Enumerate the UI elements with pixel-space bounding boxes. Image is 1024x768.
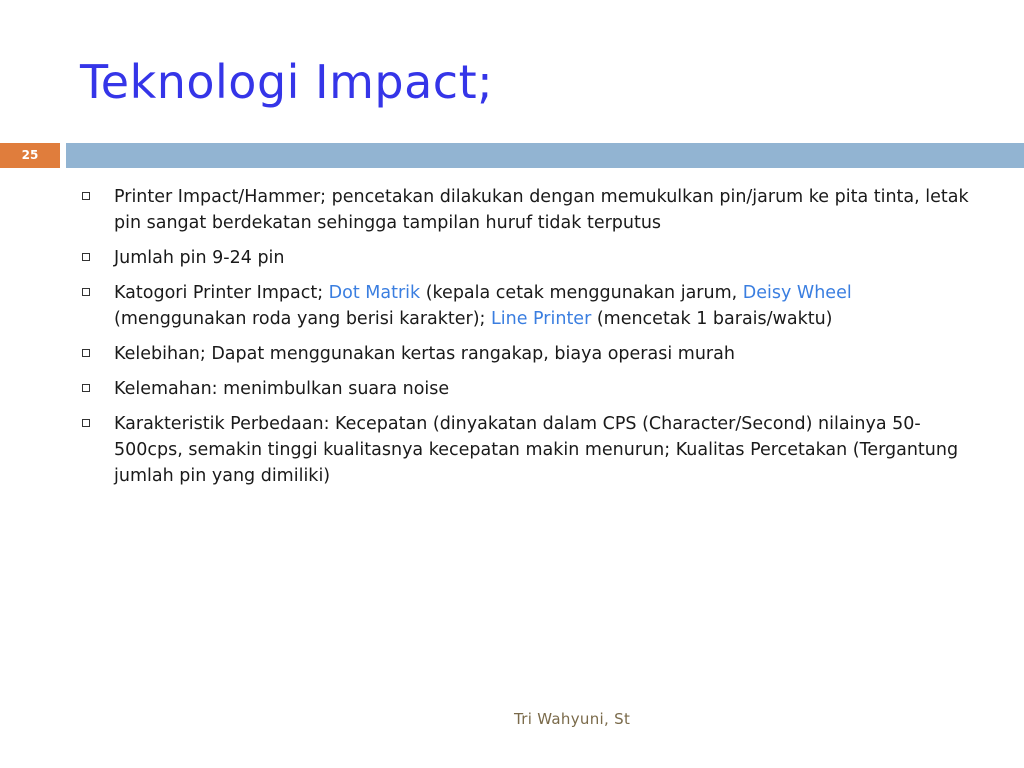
square-bullet-icon bbox=[82, 288, 90, 296]
bullet-item bbox=[80, 341, 970, 367]
bullet-item bbox=[80, 184, 970, 236]
highlight-dot-matrik: Dot Matrik bbox=[328, 283, 421, 303]
bullet-text: Kelemahan: menimbulkan suara noise bbox=[114, 379, 450, 399]
highlight-deisy-wheel: Deisy Wheel bbox=[742, 283, 852, 303]
bullet-text-part: Katogori Printer Impact; bbox=[114, 283, 329, 303]
slide-number: 25 bbox=[0, 143, 60, 168]
bullet-text: Printer Impact/Hammer; pencetakan dilakukan dengan memukulkan pin/jarum ke pita tinta, letak pin sangat berdekatan sehingga tampilan huruf tidak terputus bbox=[114, 187, 969, 233]
square-bullet-icon bbox=[82, 349, 90, 357]
square-bullet-icon bbox=[82, 253, 90, 261]
bullet-text: Kelebihan; Dapat menggunakan kertas rangakap, biaya operasi murah bbox=[114, 344, 735, 364]
bullet-item bbox=[80, 245, 970, 271]
bullet-item bbox=[80, 411, 970, 489]
bullet-item bbox=[80, 376, 970, 402]
bullet-text-part: (mencetak 1 barais/waktu) bbox=[591, 309, 833, 329]
bullet-list bbox=[80, 184, 970, 498]
slide-title: Teknologi Impact; bbox=[80, 55, 494, 109]
bullet-text: Jumlah pin 9-24 pin bbox=[114, 248, 285, 268]
title-divider-bar bbox=[66, 143, 1024, 168]
bullet-text-part: (menggunakan roda yang berisi karakter); bbox=[114, 309, 492, 329]
square-bullet-icon bbox=[82, 192, 90, 200]
square-bullet-icon bbox=[82, 419, 90, 427]
bullet-text: Karakteristik Perbedaan: Kecepatan (dinyakatan dalam CPS (Character/Second) nilainya 50-500cps, semakin tinggi kualitasnya kecepatan makin menurun; Kualitas Percetakan (Tergantung jumlah pin yang dimiliki) bbox=[114, 414, 959, 486]
bullet-text-part: (kepala cetak menggunakan jarum, bbox=[420, 283, 743, 303]
highlight-line-printer: Line Printer bbox=[491, 309, 592, 329]
square-bullet-icon bbox=[82, 384, 90, 392]
bullet-item bbox=[80, 280, 970, 332]
footer-author: Tri Wahyuni, St bbox=[514, 710, 631, 728]
